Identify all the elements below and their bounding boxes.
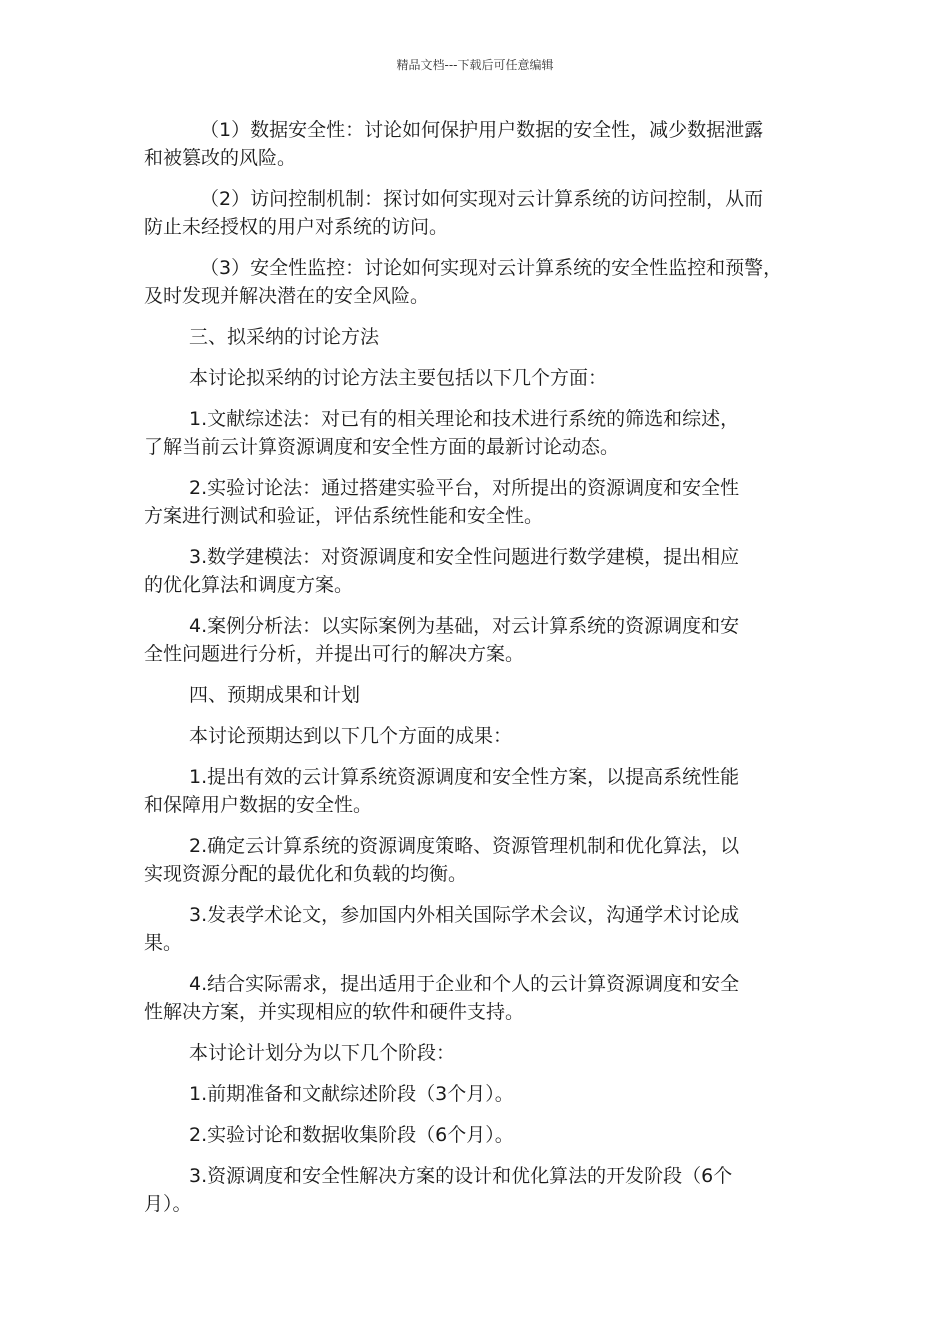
paragraph-line: 3.发表学术论文，参加国内外相关国际学术会议，沟通学术讨论成: [189, 904, 740, 926]
paragraph-line: 本讨论预期达到以下几个方面的成果：: [189, 725, 513, 747]
paragraph: [144, 681, 812, 709]
paragraph-line: 和被篡改的风险。: [144, 147, 297, 169]
paragraph-line: （3）安全性监控：讨论如何实现对云计算系统的安全性监控和预警，: [200, 257, 783, 279]
paragraph: [144, 474, 812, 530]
paragraph-line: 4.案例分析法：以实际案例为基础，对云计算系统的资源调度和安: [189, 615, 740, 637]
paragraph: [144, 323, 812, 351]
paragraph-line: 三、拟采纳的讨论方法: [189, 326, 380, 348]
paragraph: [144, 1039, 812, 1067]
paragraph-line: 3.数学建模法：对资源调度和安全性问题进行数学建模，提出相应: [189, 546, 740, 568]
document-body: [144, 116, 812, 1231]
paragraph: [144, 364, 812, 392]
paragraph: [144, 722, 812, 750]
paragraph: [144, 405, 812, 461]
paragraph: [144, 1080, 812, 1108]
paragraph-line: 和保障用户数据的安全性。: [144, 794, 373, 816]
paragraph-line: 本讨论计划分为以下几个阶段：: [189, 1042, 456, 1064]
paragraph-line: 方案进行测试和验证，评估系统性能和安全性。: [144, 505, 544, 527]
paragraph-line: 2.确定云计算系统的资源调度策略、资源管理机制和优化算法，以: [189, 835, 740, 857]
paragraph-line: 本讨论拟采纳的讨论方法主要包括以下几个方面：: [189, 367, 608, 389]
paragraph: [144, 116, 812, 172]
paragraph-line: 4.结合实际需求，提出适用于企业和个人的云计算资源调度和安全: [189, 973, 740, 995]
paragraph-line: 2.实验讨论和数据收集阶段（6个月）。: [189, 1124, 514, 1146]
paragraph-line: 月）。: [144, 1193, 192, 1215]
paragraph-line: 1.前期准备和文献综述阶段（3个月）。: [189, 1083, 514, 1105]
paragraph-line: 性解决方案，并实现相应的软件和硬件支持。: [144, 1001, 525, 1023]
paragraph-line: 1.提出有效的云计算系统资源调度和安全性方案，以提高系统性能: [189, 766, 740, 788]
paragraph: [144, 1121, 812, 1149]
paragraph-line: 2.实验讨论法：通过搭建实验平台，对所提出的资源调度和安全性: [189, 477, 740, 499]
paragraph-line: 全性问题进行分析，并提出可行的解决方案。: [144, 643, 525, 665]
paragraph-line: 1.文献综述法：对已有的相关理论和技术进行系统的筛选和综述，: [189, 408, 740, 430]
paragraph: [144, 612, 812, 668]
paragraph-line: 了解当前云计算资源调度和安全性方面的最新讨论动态。: [144, 436, 620, 458]
paragraph: [144, 1162, 812, 1218]
paragraph: [144, 970, 812, 1026]
paragraph: [144, 832, 812, 888]
paragraph: [144, 185, 812, 241]
paragraph: [144, 254, 812, 310]
paragraph: [144, 901, 812, 957]
paragraph-line: 的优化算法和调度方案。: [144, 574, 354, 596]
paragraph-line: 及时发现并解决潜在的安全风险。: [144, 285, 430, 307]
paragraph-line: （1）数据安全性：讨论如何保护用户数据的安全性，减少数据泄露: [200, 119, 764, 141]
paragraph-line: 四、预期成果和计划: [189, 684, 361, 706]
paragraph: [144, 543, 812, 599]
paragraph-line: 果。: [144, 932, 183, 954]
paragraph-line: 防止未经授权的用户对系统的访问。: [144, 216, 449, 238]
page-header: 精品文档---下载后可任意编辑: [396, 58, 554, 72]
paragraph-line: （2）访问控制机制：探讨如何实现对云计算系统的访问控制，从而: [200, 188, 764, 210]
paragraph-line: 3.资源调度和安全性解决方案的设计和优化算法的开发阶段（6个: [189, 1165, 733, 1187]
paragraph-line: 实现资源分配的最优化和负载的均衡。: [144, 863, 468, 885]
paragraph: [144, 763, 812, 819]
